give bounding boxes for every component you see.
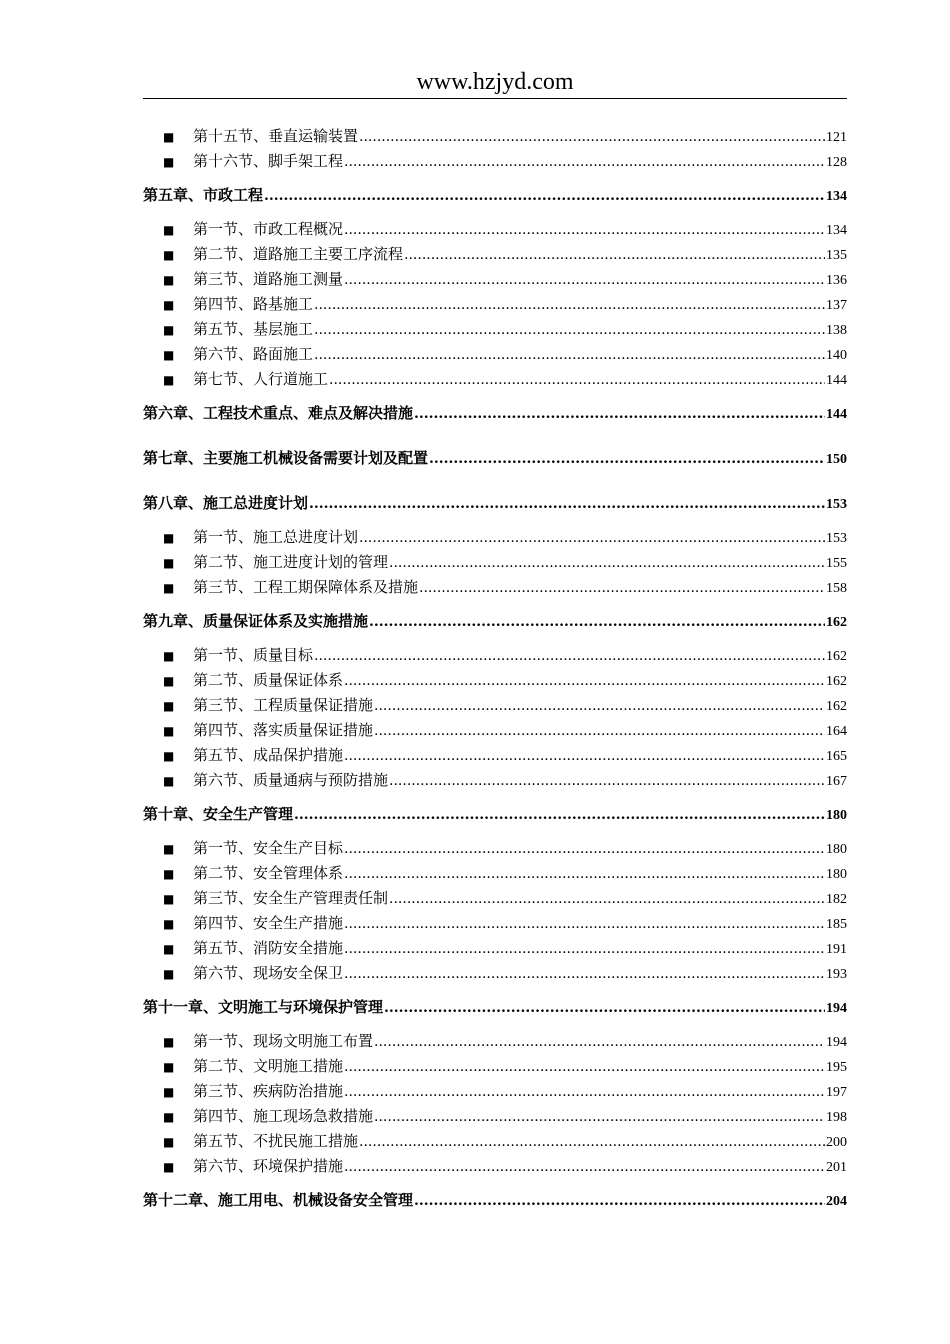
dot-leader <box>414 1189 825 1214</box>
dot-leader <box>344 1155 825 1180</box>
toc-entry-page-number: 180 <box>826 842 847 857</box>
dot-leader <box>344 912 825 937</box>
toc-entry-page-number: 198 <box>826 1110 847 1125</box>
square-bullet-icon: ■ <box>163 942 175 956</box>
toc-entry-title: 第一节、质量目标 <box>193 646 314 664</box>
toc-entry-title: 第六节、质量通病与预防措施 <box>193 771 389 789</box>
toc-section-entry[interactable] <box>143 911 847 936</box>
square-bullet-icon: ■ <box>163 323 175 337</box>
toc-entry-page-number: 158 <box>826 581 847 596</box>
square-bullet-icon: ■ <box>163 774 175 788</box>
toc-entry-title: 第十五节、垂直运输装置 <box>193 127 359 145</box>
square-bullet-icon: ■ <box>163 581 175 595</box>
toc-entry-title: 第七章、主要施工机械设备需要计划及配置 <box>143 449 429 467</box>
dot-leader <box>314 644 825 669</box>
square-bullet-icon: ■ <box>163 1160 175 1174</box>
dot-leader <box>429 447 825 472</box>
toc-entry-page-number: 135 <box>826 248 847 263</box>
toc-entry-title: 第九章、质量保证体系及实施措施 <box>143 612 369 630</box>
toc-chapter-entry[interactable] <box>143 1188 847 1213</box>
dot-leader <box>314 343 825 368</box>
toc-entry-title: 第十章、安全生产管理 <box>143 805 294 823</box>
toc-entry-title: 第一节、施工总进度计划 <box>193 528 359 546</box>
toc-entry-title: 第一节、现场文明施工布置 <box>193 1032 374 1050</box>
toc-entry-page-number: 134 <box>826 189 847 204</box>
dot-leader <box>374 719 825 744</box>
square-bullet-icon: ■ <box>163 674 175 688</box>
toc-entry-page-number: 194 <box>826 1035 847 1050</box>
toc-entry-title: 第六节、环境保护措施 <box>193 1157 344 1175</box>
dot-leader <box>344 150 825 175</box>
toc-entry-page-number: 167 <box>826 774 847 789</box>
dot-leader <box>344 837 825 862</box>
square-bullet-icon: ■ <box>163 298 175 312</box>
toc-entry-page-number: 155 <box>826 556 847 571</box>
toc-section-entry[interactable] <box>143 317 847 342</box>
dot-leader <box>344 1055 825 1080</box>
toc-entry-title: 第四节、落实质量保证措施 <box>193 721 374 739</box>
square-bullet-icon: ■ <box>163 892 175 906</box>
square-bullet-icon: ■ <box>163 1135 175 1149</box>
dot-leader <box>374 1030 825 1055</box>
square-bullet-icon: ■ <box>163 749 175 763</box>
square-bullet-icon: ■ <box>163 867 175 881</box>
toc-entry-title: 第八章、施工总进度计划 <box>143 494 309 512</box>
toc-section-entry[interactable] <box>143 242 847 267</box>
toc-entry-title: 第一节、安全生产目标 <box>193 839 344 857</box>
dot-leader <box>344 962 825 987</box>
toc-entry-title: 第二节、质量保证体系 <box>193 671 344 689</box>
toc-entry-page-number: 134 <box>826 223 847 238</box>
square-bullet-icon: ■ <box>163 531 175 545</box>
square-bullet-icon: ■ <box>163 556 175 570</box>
dot-leader <box>344 268 825 293</box>
toc-chapter-entry[interactable] <box>143 491 847 516</box>
toc-entry-title: 第五节、成品保护措施 <box>193 746 344 764</box>
toc-section-entry[interactable] <box>143 292 847 317</box>
toc-entry-page-number: 204 <box>826 1194 847 1209</box>
dot-leader <box>329 368 825 393</box>
toc-entry-page-number: 150 <box>826 452 847 467</box>
square-bullet-icon: ■ <box>163 1035 175 1049</box>
toc-entry-title: 第五节、不扰民施工措施 <box>193 1132 359 1150</box>
toc-entry-title: 第一节、市政工程概况 <box>193 220 344 238</box>
table-of-contents <box>143 124 847 1213</box>
toc-entry-page-number: 128 <box>826 155 847 170</box>
toc-entry-title: 第十一章、文明施工与环境保护管理 <box>143 998 384 1016</box>
toc-entry-page-number: 162 <box>826 674 847 689</box>
toc-section-entry[interactable] <box>143 575 847 600</box>
toc-entry-title: 第四节、安全生产措施 <box>193 914 344 932</box>
toc-section-entry[interactable] <box>143 936 847 961</box>
square-bullet-icon: ■ <box>163 373 175 387</box>
dot-leader <box>294 803 825 828</box>
toc-section-entry[interactable] <box>143 342 847 367</box>
toc-section-entry[interactable] <box>143 886 847 911</box>
toc-chapter-entry[interactable] <box>143 183 847 208</box>
toc-entry-title: 第六节、路面施工 <box>193 345 314 363</box>
square-bullet-icon: ■ <box>163 1085 175 1099</box>
toc-section-entry[interactable] <box>143 1054 847 1079</box>
dot-leader <box>359 1130 825 1155</box>
dot-leader <box>404 243 825 268</box>
toc-section-entry[interactable] <box>143 550 847 575</box>
toc-entry-page-number: 165 <box>826 749 847 764</box>
toc-entry-title: 第二节、文明施工措施 <box>193 1057 344 1075</box>
page-header <box>143 66 847 99</box>
toc-entry-title: 第二节、道路施工主要工序流程 <box>193 245 404 263</box>
toc-entry-title: 第二节、安全管理体系 <box>193 864 344 882</box>
square-bullet-icon: ■ <box>163 917 175 931</box>
toc-entry-page-number: 162 <box>826 615 847 630</box>
toc-entry-title: 第六节、现场安全保卫 <box>193 964 344 982</box>
toc-section-entry[interactable] <box>143 643 847 668</box>
toc-entry-page-number: 195 <box>826 1060 847 1075</box>
toc-entry-title: 第三节、疾病防治措施 <box>193 1082 344 1100</box>
toc-section-entry[interactable] <box>143 149 847 174</box>
square-bullet-icon: ■ <box>163 724 175 738</box>
toc-entry-title: 第四节、施工现场急救措施 <box>193 1107 374 1125</box>
dot-leader <box>344 218 825 243</box>
dot-leader <box>384 996 825 1021</box>
toc-entry-page-number: 197 <box>826 1085 847 1100</box>
toc-entry-title: 第三节、道路施工测量 <box>193 270 344 288</box>
toc-section-entry[interactable] <box>143 693 847 718</box>
square-bullet-icon: ■ <box>163 967 175 981</box>
toc-entry-page-number: 164 <box>826 724 847 739</box>
toc-entry-page-number: 180 <box>826 867 847 882</box>
square-bullet-icon: ■ <box>163 699 175 713</box>
toc-entry-page-number: 180 <box>826 808 847 823</box>
toc-entry-page-number: 144 <box>826 407 847 422</box>
dot-leader <box>344 669 825 694</box>
toc-section-entry[interactable] <box>143 668 847 693</box>
toc-section-entry[interactable] <box>143 768 847 793</box>
toc-entry-page-number: 137 <box>826 298 847 313</box>
toc-entry-title: 第五节、消防安全措施 <box>193 939 344 957</box>
square-bullet-icon: ■ <box>163 155 175 169</box>
toc-section-entry[interactable] <box>143 836 847 861</box>
square-bullet-icon: ■ <box>163 649 175 663</box>
dot-leader <box>264 184 825 209</box>
dot-leader <box>344 862 825 887</box>
toc-section-entry[interactable] <box>143 525 847 550</box>
dot-leader <box>344 744 825 769</box>
toc-entry-title: 第五节、基层施工 <box>193 320 314 338</box>
toc-section-entry[interactable] <box>143 861 847 886</box>
toc-entry-title: 第三节、安全生产管理责任制 <box>193 889 389 907</box>
toc-chapter-entry[interactable] <box>143 609 847 634</box>
toc-entry-page-number: 144 <box>826 373 847 388</box>
toc-chapter-entry[interactable] <box>143 401 847 426</box>
toc-entry-page-number: 153 <box>826 497 847 512</box>
toc-section-entry[interactable] <box>143 267 847 292</box>
toc-section-entry[interactable] <box>143 961 847 986</box>
header-site: www.hzjyd.com <box>416 69 574 95</box>
toc-section-entry[interactable] <box>143 743 847 768</box>
dot-leader <box>369 610 825 635</box>
toc-entry-title: 第七节、人行道施工 <box>193 370 329 388</box>
dot-leader <box>389 887 825 912</box>
toc-section-entry[interactable] <box>143 124 847 149</box>
toc-entry-page-number: 191 <box>826 942 847 957</box>
dot-leader <box>344 1080 825 1105</box>
toc-entry-page-number: 138 <box>826 323 847 338</box>
dot-leader <box>374 694 825 719</box>
dot-leader <box>314 293 825 318</box>
toc-entry-title: 第二节、施工进度计划的管理 <box>193 553 389 571</box>
toc-section-entry[interactable] <box>143 718 847 743</box>
square-bullet-icon: ■ <box>163 1060 175 1074</box>
toc-entry-page-number: 121 <box>826 130 847 145</box>
toc-entry-title: 第三节、工程工期保障体系及措施 <box>193 578 419 596</box>
toc-entry-page-number: 140 <box>826 348 847 363</box>
toc-entry-title: 第四节、路基施工 <box>193 295 314 313</box>
square-bullet-icon: ■ <box>163 842 175 856</box>
square-bullet-icon: ■ <box>163 348 175 362</box>
square-bullet-icon: ■ <box>163 1110 175 1124</box>
toc-entry-page-number: 201 <box>826 1160 847 1175</box>
square-bullet-icon: ■ <box>163 223 175 237</box>
toc-entry-page-number: 153 <box>826 531 847 546</box>
dot-leader <box>389 551 825 576</box>
dot-leader <box>389 769 825 794</box>
toc-chapter-entry[interactable] <box>143 446 847 471</box>
toc-section-entry[interactable] <box>143 1104 847 1129</box>
toc-section-entry[interactable] <box>143 1079 847 1104</box>
square-bullet-icon: ■ <box>163 130 175 144</box>
toc-entry-title: 第十六节、脚手架工程 <box>193 152 344 170</box>
toc-section-entry[interactable] <box>143 1154 847 1179</box>
toc-entry-title: 第六章、工程技术重点、难点及解决措施 <box>143 404 414 422</box>
toc-entry-page-number: 200 <box>826 1135 847 1150</box>
toc-entry-page-number: 136 <box>826 273 847 288</box>
toc-entry-title: 第三节、工程质量保证措施 <box>193 696 374 714</box>
dot-leader <box>419 576 825 601</box>
toc-section-entry[interactable] <box>143 1129 847 1154</box>
dot-leader <box>374 1105 825 1130</box>
dot-leader <box>359 526 825 551</box>
toc-entry-page-number: 194 <box>826 1001 847 1016</box>
toc-section-entry[interactable] <box>143 367 847 392</box>
toc-entry-title: 第十二章、施工用电、机械设备安全管理 <box>143 1191 414 1209</box>
square-bullet-icon: ■ <box>163 273 175 287</box>
dot-leader <box>414 402 825 427</box>
toc-entry-page-number: 182 <box>826 892 847 907</box>
square-bullet-icon: ■ <box>163 248 175 262</box>
toc-section-entry[interactable] <box>143 217 847 242</box>
dot-leader <box>309 492 825 517</box>
toc-entry-page-number: 193 <box>826 967 847 982</box>
toc-entry-page-number: 162 <box>826 649 847 664</box>
toc-entry-page-number: 162 <box>826 699 847 714</box>
dot-leader <box>359 125 825 150</box>
toc-chapter-entry[interactable] <box>143 995 847 1020</box>
toc-entry-title: 第五章、市政工程 <box>143 186 264 204</box>
toc-section-entry[interactable] <box>143 1029 847 1054</box>
toc-chapter-entry[interactable] <box>143 802 847 827</box>
dot-leader <box>314 318 825 343</box>
toc-entry-page-number: 185 <box>826 917 847 932</box>
dot-leader <box>344 937 825 962</box>
